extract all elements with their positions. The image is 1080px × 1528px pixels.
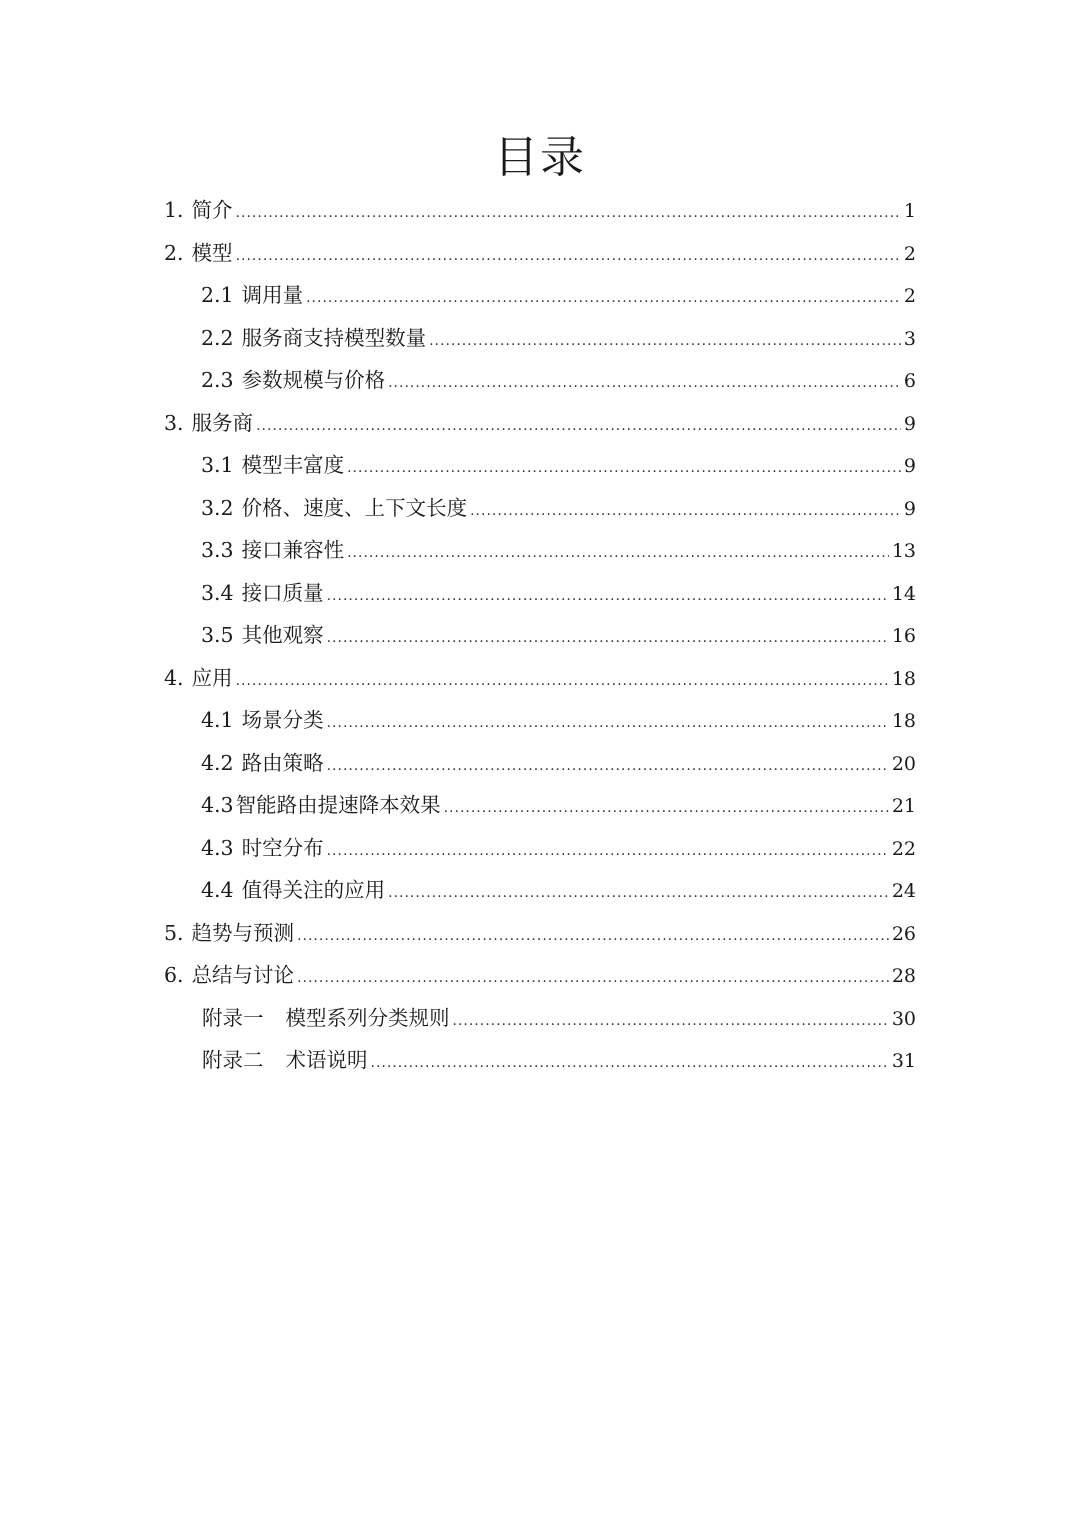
toc-dot-leader [371,1042,889,1085]
toc-entry-number: 2.1 [201,283,234,307]
toc-dot-leader [236,192,901,235]
toc-dot-leader [256,405,901,448]
toc-entry[interactable] [164,232,916,275]
toc-entry[interactable] [164,742,916,785]
toc-entry-number: 3.3 [201,538,234,562]
toc-entry-label: 接口质量 [241,580,324,605]
page-title: 目录 [494,132,586,183]
toc-entry[interactable] [164,699,916,742]
toc-entry-page: 22 [891,837,916,860]
toc-entry[interactable] [164,912,916,955]
toc-entry-number: 3.2 [201,495,234,520]
toc-entry-number: 4.4 [201,878,234,902]
toc-entry-label: 参数规模与价格 [241,368,386,392]
toc-entry[interactable] [164,274,916,317]
toc-entry-label: 术语说明 [285,1048,368,1072]
toc-entry-page: 14 [891,582,916,605]
toc-entry[interactable] [164,359,916,402]
toc-entry-label: 价格、速度、上下文长度 [241,495,468,520]
toc-entry[interactable] [164,529,916,572]
toc-entry-page: 3 [903,327,916,350]
toc-entry-number: 5. [164,920,184,945]
toc-entry-page: 2 [903,242,916,265]
toc-entry-label: 总结与讨论 [191,963,295,987]
toc-entry-number: 3. [164,410,184,435]
toc-entry-page: 9 [903,455,916,477]
toc-dot-leader [327,745,889,788]
toc-entry-page: 1 [903,200,916,222]
toc-entry-number: 2.3 [201,368,234,392]
toc-entry-label: 值得关注的应用 [241,878,386,902]
toc-dot-leader [236,235,901,278]
toc-dot-leader [470,490,901,533]
toc-entry-page: 6 [903,370,916,392]
toc-entry[interactable] [164,954,916,997]
toc-entry-number: 3.5 [201,623,234,647]
toc-entry[interactable] [164,444,916,487]
toc-entry-number: 3.4 [201,580,234,605]
toc-entry-page: 9 [903,412,916,435]
toc-dot-leader [327,617,889,660]
toc-entry-page: 26 [891,922,916,945]
toc-entry[interactable] [164,784,916,827]
toc-entry-number: 6. [164,963,184,987]
toc-entry[interactable] [164,487,916,530]
toc-entry-page: 9 [903,497,916,520]
toc-entry[interactable] [164,1039,916,1082]
toc-entry-label: 接口兼容性 [241,538,345,562]
toc-entry[interactable] [164,827,916,870]
toc-dot-leader [453,1000,889,1043]
toc-dot-leader [347,532,889,575]
toc-entry-label: 其他观察 [241,623,324,647]
toc-entry-number: 4.3 [201,835,234,860]
toc-entry-number: 2. [164,240,184,265]
toc-entry-label: 路由策略 [241,750,324,775]
toc-entry-label: 场景分类 [241,708,324,732]
toc-dot-leader [327,830,889,873]
toc-entry[interactable] [164,869,916,912]
toc-entry[interactable] [164,572,916,615]
toc-dot-leader [297,915,889,958]
toc-entry-page: 31 [891,1050,916,1072]
toc-dot-leader [306,277,901,320]
toc-entry-page: 16 [891,625,916,647]
toc-entry[interactable] [164,614,916,657]
toc-entry-label: 时空分布 [241,835,324,860]
toc-entry-page: 18 [891,710,916,732]
toc-entry-number: 4. [164,665,184,690]
toc-entry-label: 服务商 [191,410,254,435]
toc-entry-number: 3.1 [201,453,234,477]
toc-entry[interactable] [164,317,916,360]
toc-entry-number: 1. [164,198,184,222]
toc-entry[interactable] [164,657,916,700]
toc-entry[interactable] [164,997,916,1040]
toc-dot-leader [444,787,889,830]
toc-entry-label: 调用量 [241,283,304,307]
toc-entry-label: 智能路由提速降本效果 [235,793,441,817]
toc-dot-leader [327,702,889,745]
toc-entry-number: 2.2 [201,325,234,350]
toc-entry-page: 18 [891,667,916,690]
toc-entry-number: 4.1 [201,708,234,732]
toc-dot-leader [327,575,889,618]
toc-dot-leader [236,660,889,703]
toc-entry-label: 服务商支持模型数量 [241,325,427,350]
toc-dot-leader [347,447,901,490]
toc-entry[interactable] [164,189,916,232]
toc-entry-label: 简介 [191,198,233,222]
toc-entry-page: 13 [891,540,916,562]
toc-entry-page: 24 [891,880,916,902]
toc-entry-label: 模型丰富度 [241,453,345,477]
toc-entry-page: 21 [891,795,916,817]
toc-entry-number: 4.3 [201,793,234,817]
toc-dot-leader [388,362,901,405]
toc-entry-page: 2 [903,285,916,307]
toc-entry-page: 30 [891,1007,916,1030]
toc-entry-label: 模型系列分类规则 [285,1005,450,1030]
toc-dot-leader [297,957,889,1000]
toc-entry-page: 28 [891,965,916,987]
toc-entry-label: 模型 [191,240,233,265]
toc-dot-leader [429,320,901,363]
toc-entry-label: 趋势与预测 [191,920,295,945]
toc-entry-page: 20 [891,752,916,775]
toc-entry-number: 附录一 [202,1005,264,1030]
table-of-contents [164,189,916,1082]
toc-entry-number: 附录二 [202,1048,264,1072]
toc-entry-number: 4.2 [201,750,234,775]
toc-entry[interactable] [164,402,916,445]
toc-entry-label: 应用 [191,665,233,690]
toc-dot-leader [388,872,889,915]
